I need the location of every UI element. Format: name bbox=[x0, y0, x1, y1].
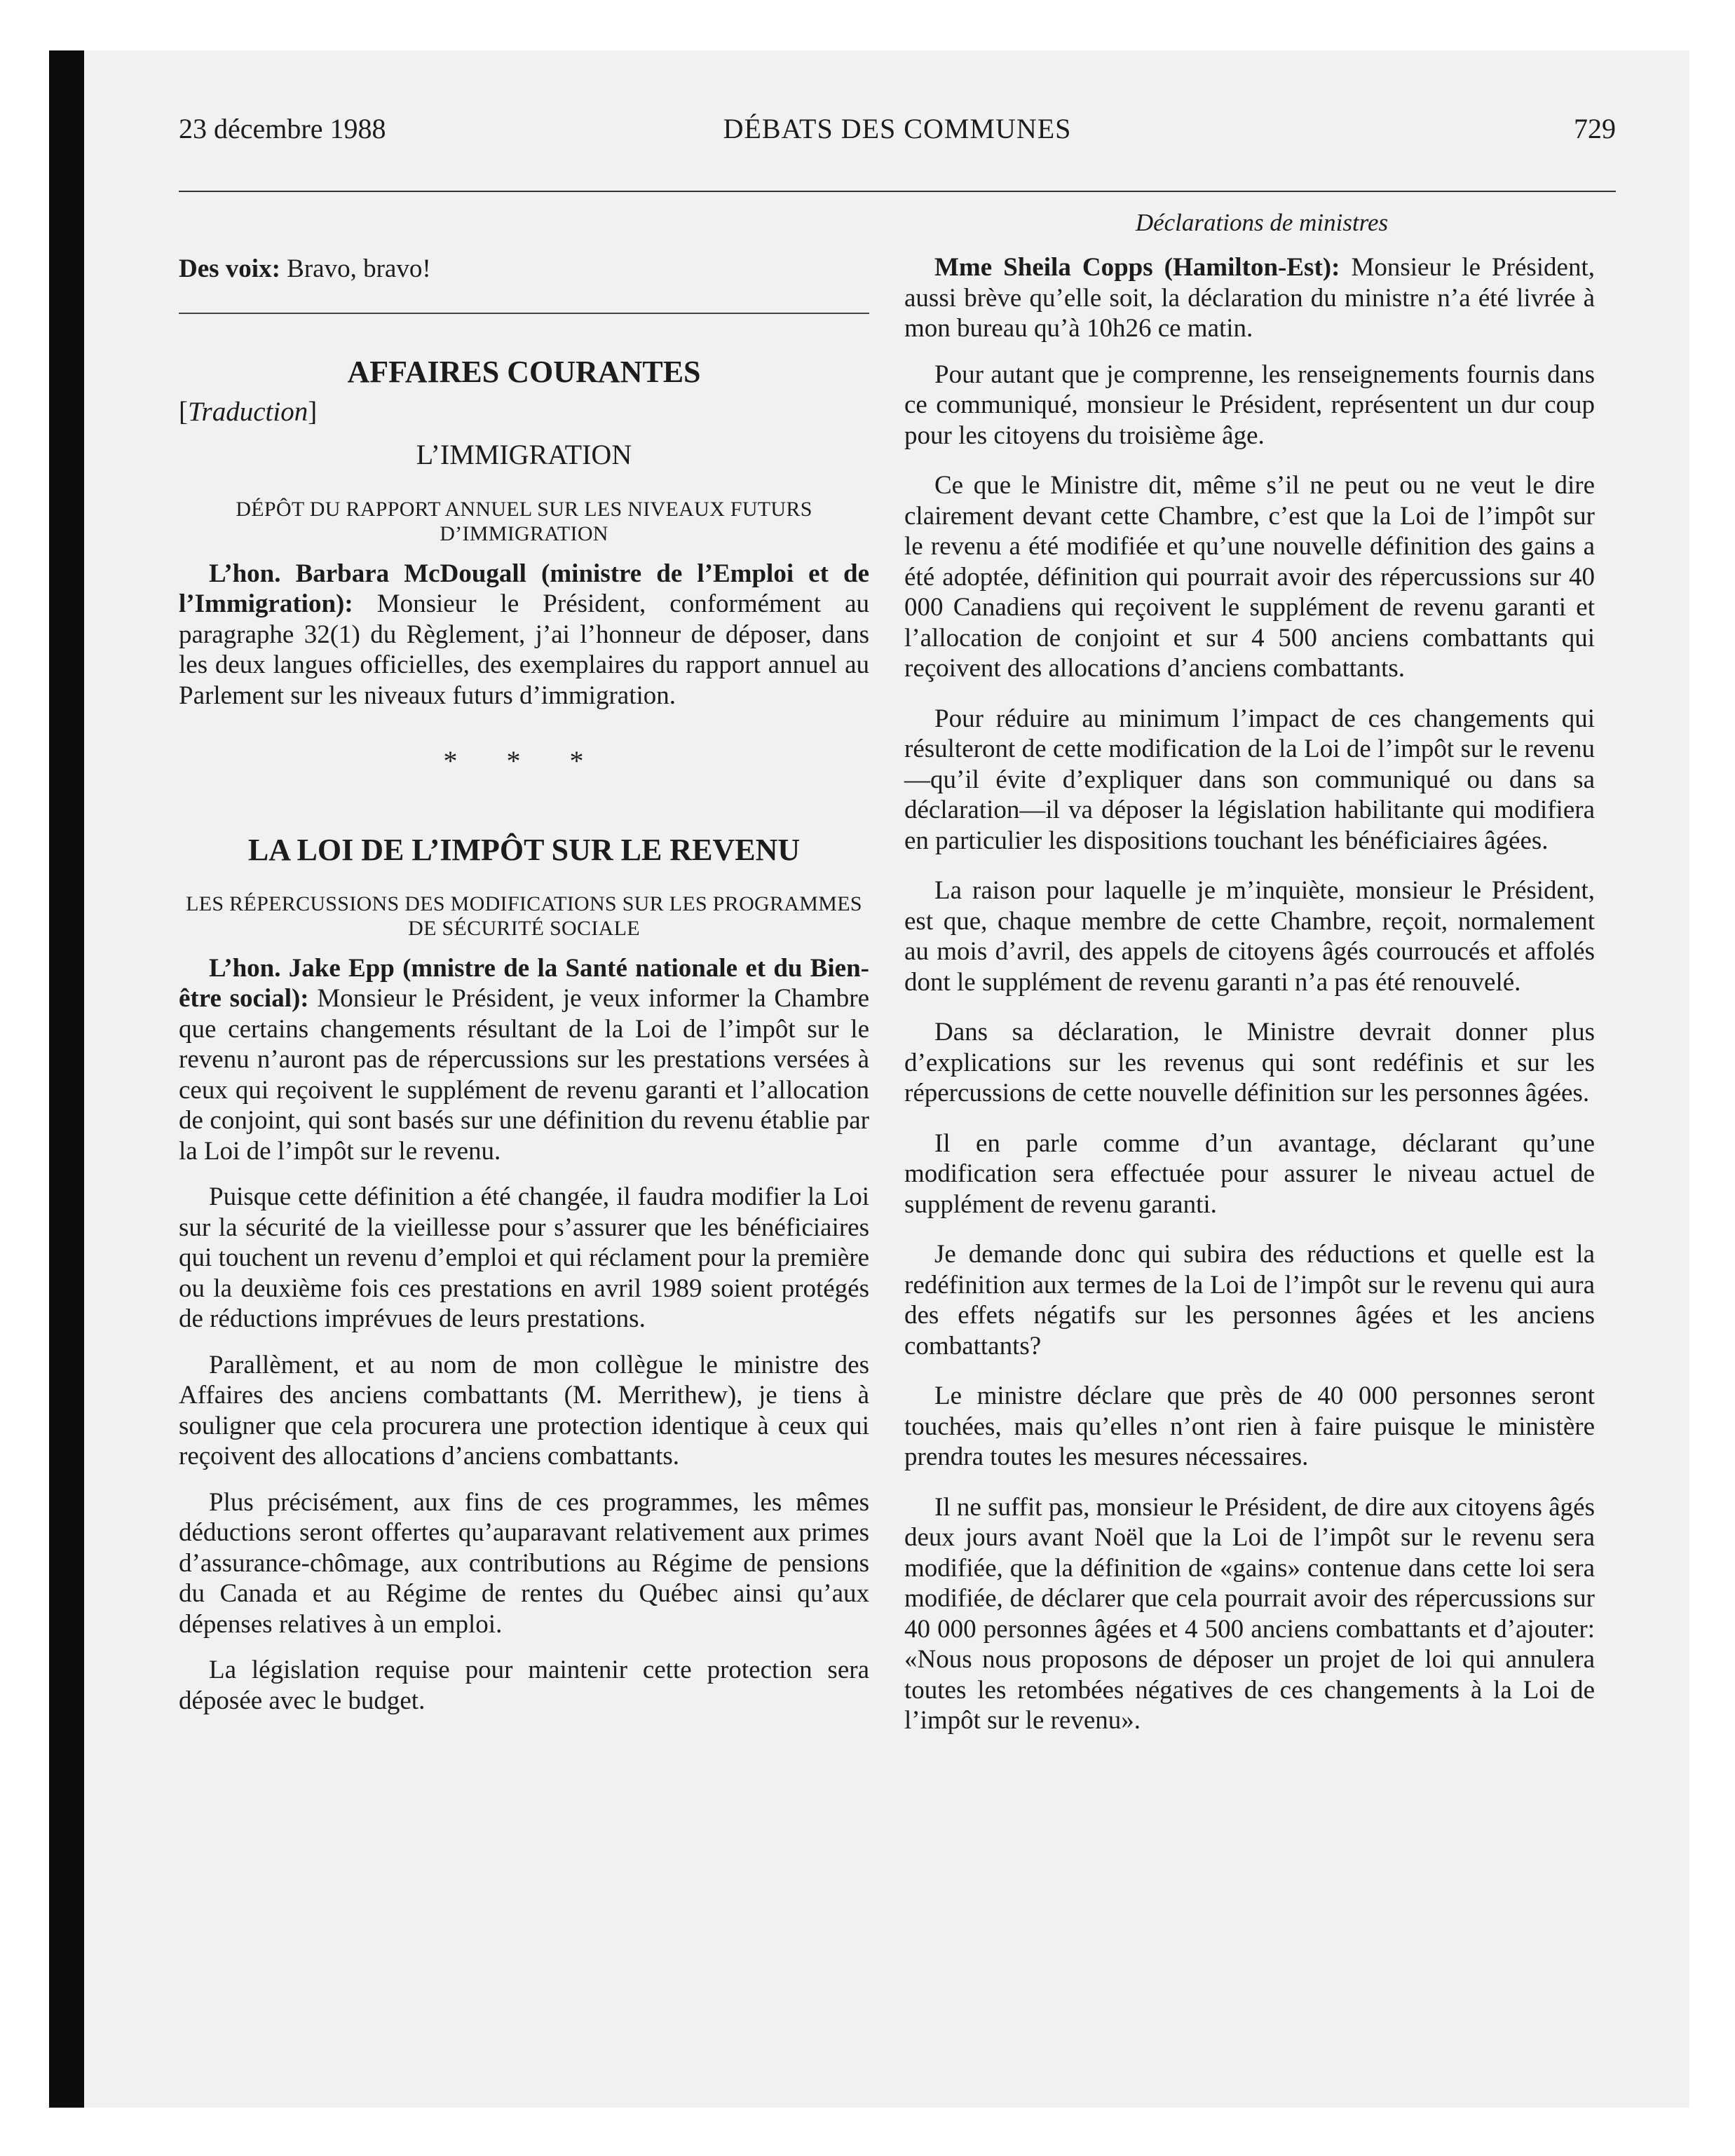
paragraph-epp-5: La législation requise pour maintenir cette protection sera déposée avec le budget. bbox=[179, 1656, 869, 1715]
paragraph-copps-7: Il en parle comme d’un avantage, déclarant qu’une modification sera effectuée pour assurer le niveau actuel de supplément de revenu garanti. bbox=[904, 1128, 1595, 1219]
paragraph-copps-10: Il ne suffit pas, monsieur le Président, de dire aux citoyens âgés deux jours avant Noël que la Loi de l’impôt sur le revenu sera modifiée, que la définition de «gains» contenue dans cette loi sera modifiée, de déclarer que cela pourrait avoir des répercussions sur 40 000 personnes âgées et 4 500 anciens combattants et d’ajouter: «Nous nous proposons de déposer un projet de loi qui annulera toutes les retombées négatives de ces changements à la Loi de l’impôt sur le revenu». bbox=[904, 1492, 1595, 1735]
heading-immigration: L’IMMIGRATION bbox=[416, 439, 632, 470]
traduction-label: Traduction bbox=[188, 396, 308, 427]
speaker-copps: Mme Sheila Copps (Hamilton-Est): bbox=[934, 253, 1340, 282]
epp-text-1: Monsieur le Président, je veux informer la Chambre que certains changements résultant de la Loi de l’impôt sur le revenu n’auront pas de répercussions sur les prestations versées à ceux qui reçoivent le supplément de revenu garanti et l’allocation de conjoint, qui sont basés sur une définition du revenu établie par la Loi de l’impôt sur le revenu. bbox=[179, 984, 869, 1166]
paragraph-epp-2: Puisque cette définition a été changée, il faudra modifier la Loi sur la sécurité de la vieillesse pour s’assurer que les bénéficiaires qui touchent un revenu d’emploi et qui réclament pour la première ou la deuxième fois ces prestations en avril 1989 soient protégés de réductions imprévues de leurs prestations. bbox=[179, 1182, 869, 1333]
header-rule bbox=[179, 191, 1616, 192]
paragraph-copps-3: Ce que le Ministre dit, même s’il ne peut ou ne veut le dire clairement devant cette Chambre, c’est que la Loi de l’impôt sur le revenu a été modifiée et qu’une nouvelle définition des gains a été adoptée, définition qui pourrait avoir des répercussions sur 40 000 Canadiens qui reçoivent le supplément de revenu garanti et l’allocation de conjoint et sur 4 500 anciens combattants qui reçoivent des allocations d’anciens combattants. bbox=[904, 471, 1595, 683]
speaker-voices: Des voix: bbox=[179, 254, 280, 283]
copps-text-1: Monsieur le Président, aussi brève qu’elle soit, la déclaration du ministre n’a été livrée à mon bureau qu’à 10h26 ce matin. bbox=[904, 253, 1595, 343]
subheading-depot-rapport: DÉPÔT DU RAPPORT ANNUEL SUR LES NIVEAUX FUTURS D’IMMIGRATION bbox=[236, 497, 812, 545]
section-label: Déclarations de ministres bbox=[1135, 209, 1389, 236]
paragraph-epp-4: Plus précisément, aux fins de ces programmes, les mêmes déductions seront offertes qu’auparavant relativement aux primes d’assurance-chômage, aux contributions au Régime de pensions du Canada et au Régime de rentes du Québec ainsi qu’aux dépenses relatives à un emploi. bbox=[179, 1487, 869, 1639]
paragraph-copps-6: Dans sa déclaration, le Ministre devrait donner plus d’explications sur les revenus qui sont redéfinis et sur les répercussions de cette nouvelle définition sur les personnes âgées. bbox=[904, 1018, 1595, 1107]
header-title: DÉBATS DES COMMUNES bbox=[723, 113, 1072, 144]
left-column bbox=[179, 252, 869, 1731]
speaker-mcdougall: L’hon. Barbara McDougall (ministre de l’Emploi et de l’Immigration): bbox=[179, 559, 869, 618]
separator-stars: * * * bbox=[443, 745, 605, 777]
heading-affaires-courantes: AFFAIRES COURANTES bbox=[347, 354, 701, 389]
voices-text: Bravo, bravo! bbox=[280, 254, 431, 283]
paragraph-copps-8: Je demande donc qui subira des réductions et quelle est la redéfinition aux termes de la Loi de l’impôt sur le revenu qui aura des effets négatifs sur les personnes âgées et les anciens combattants? bbox=[904, 1240, 1595, 1360]
section-divider bbox=[179, 313, 869, 314]
heading-loi-impot: LA LOI DE L’IMPÔT SUR LE REVENU bbox=[247, 832, 801, 867]
paragraph-epp-1 bbox=[179, 953, 869, 1167]
traduction-note: [Traduction] bbox=[179, 396, 318, 427]
scan-edge bbox=[49, 50, 84, 2108]
speaker-epp: L’hon. Jake Epp (mnistre de la Santé nationale et du Bien-être social): bbox=[179, 953, 869, 1013]
paragraph-epp-3: Parallèment, et au nom de mon collègue le ministre des Affaires des anciens combattants (M. Merrithew), je tiens à souligner que cela procurera une protection identique à ceux qui reçoivent des allocations d’anciens combattants. bbox=[179, 1350, 869, 1471]
page-header bbox=[179, 112, 1616, 156]
paragraph-copps-9: Le ministre déclare que près de 40 000 personnes seront touchées, mais qu’elles n’ont rien à faire puisque le ministère prendra toutes les mesures nécessaires. bbox=[904, 1381, 1595, 1471]
paragraph-copps-2: Pour autant que je comprenne, les renseignements fournis dans ce communiqué, monsieur le Président, représentent un dur coup pour les citoyens du troisième âge. bbox=[904, 360, 1595, 450]
paragraph-copps-1 bbox=[904, 252, 1595, 344]
paragraph-mcdougall bbox=[179, 559, 869, 711]
paragraph-copps-4: Pour réduire au minimum l’impact de ces changements qui résulteront de cette modification de la Loi de l’impôt sur le revenu—qu’il évite d’expliquer dans son communiqué ou dans sa déclaration—il va déposer la législation habilitante qui modifiera en particulier les dispositions touchant les bénéficiaires âgées. bbox=[904, 704, 1595, 855]
subheading-repercussions: LES RÉPERCUSSIONS DES MODIFICATIONS SUR LES PROGRAMMES DE SÉCURITÉ SOCIALE bbox=[186, 892, 862, 940]
paragraph-copps-5: La raison pour laquelle je m’inquiète, monsieur le Président, est que, chaque membre de cette Chambre, reçoit, normalement au mois d’avril, des appels de citoyens âgés courroucés et affolés dont le supplément de revenu garanti n’a pas été renouvelé. bbox=[904, 876, 1595, 997]
header-date: 23 décembre 1988 bbox=[179, 113, 386, 144]
right-column bbox=[904, 252, 1595, 1752]
mcdougall-text: Monsieur le Président, conformément au paragraphe 32(1) du Règlement, j’ai l’honneur de déposer, dans les deux langues officielles, des exemplaires du rapport annuel au Parlement sur les niveaux futurs d’immigration. bbox=[179, 589, 869, 710]
page-number: 729 bbox=[1574, 113, 1616, 144]
paragraph-voices bbox=[179, 254, 869, 285]
